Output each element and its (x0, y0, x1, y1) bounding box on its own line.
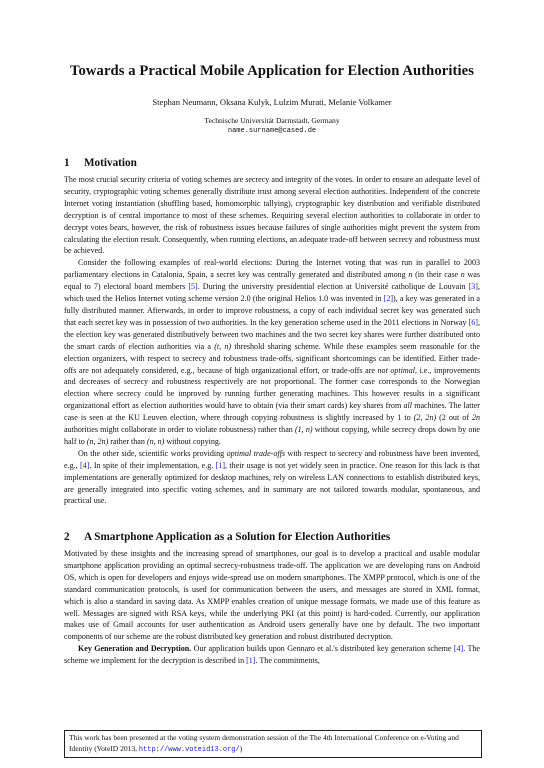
section-2-body (64, 548, 480, 667)
section-1-body (64, 174, 480, 507)
section-1-heading (64, 157, 137, 169)
citation-link[interactable]: [6] (468, 317, 478, 327)
math-term: (n, 2n) (86, 436, 109, 446)
section-2-heading (64, 531, 390, 543)
math-term: (2, 2n) (413, 413, 437, 423)
paragraph: The most crucial security criteria of voting schemes are secrecy and integrity of the votes. In order to ensure an adequate level of security, cryptographic voting schemes generally distribute trust among several election authorities. Independent of the concrete Internet voting instantiation (shuffling based, homomorphic tallying), cryptographic key distribution and verifiable distributed decryption is of central importance to most of these schemes. Requiring several election authorities to collaborate in order to decrypt votes bears, however, the risk of robustness issues because failures of single authorities might prevent the system from calculating the election result. Consequently, when running elections, an adequate trade-off between secrecy and robustness must be achieved. (64, 175, 480, 256)
paragraph: Key Generation and Decryption. Our application builds upon Gennaro et al.'s distributed key generation scheme [4]. The scheme we implement for the decryption is described in [1]. The commitments, (64, 644, 481, 666)
math-term: n (460, 270, 465, 280)
math-term: not optimal (377, 365, 415, 375)
section-title: A Smartphone Application as a Solution for Election Authorities (84, 531, 391, 543)
footnote-close: ) (239, 743, 243, 753)
section-number: 2 (64, 531, 70, 543)
footnote-text: This work has been presented at the voting system demonstration session of the The 4th International Conference on e-Voting and Identity (VoteID 2013, (69, 733, 459, 753)
math-term: all (403, 401, 412, 411)
paragraph: Motivated by these insights and the increasing spread of smartphones, our goal is to develop a practical and usable modular smartphone application providing an optimal secrecy-robustness trade-off. The application we are developing runs on Android OS, which is open for developers and enjoys wide-spread use on modern smartphones. The XMPP protocol, which is one of the standard communication protocols, is used for communication between the users, and messages are stored in XML format, which is also a standard in saving data. As XMPP enables creation of unique message formats, we made use of this feature as well. Messages are signed with RSA keys, while the underlying PKI (at this point) is hard-coded. Currently, our application makes use of Gmail accounts for user authentication as Android users generally have one by default. The two important components of our scheme are the robust distributed key generation and robust distributed decryption. (64, 549, 480, 642)
conference-link[interactable]: http://www.voteid13.org/ (138, 745, 240, 754)
math-term: (t, n) (214, 341, 232, 351)
paper-title: Towards a Practical Mobile Application for Election Authorities (70, 63, 474, 79)
citation-link[interactable]: [4] (80, 460, 90, 470)
affiliation: Technische Universität Darmstadt, Germany (204, 116, 340, 125)
citation-link[interactable]: [1] (215, 460, 226, 470)
citation-link[interactable]: [3] (468, 282, 478, 292)
affiliation-block (40, 115, 504, 137)
math-term: n (408, 270, 413, 280)
math-term: (1, n) (294, 425, 313, 435)
author-email: name.surname@cased.de (227, 127, 317, 135)
footnote-box (64, 730, 482, 758)
paragraph: Consider the following examples of real-world elections: During the Internet voting that was run in parallel to 2003 parliamentary elections in Catalonia, Spain, a secret key was centrally generated and distributed among n (in their case n was equal to 7) electoral board members [5]. During the university presidential election at Université catholique de Louvain [3], which used the Helios Internet voting scheme version 2.0 (the original Helios 1.0 was invented in [2]), a key was generated in a fully distributed manner. Afterwards, in order to improve robustness, a copy of each individual secret key was generated such that each secret key was in possession of two authorities. In the key generation scheme used in the 2011 elections in Norway [6], the election key was generated distributively between two machines and the two secret key shares were further distributed onto the smart cards of election authorities via a (t, n) threshold sharing scheme. While these examples seem reasonable for the election organizers, with respect to secrecy and robustness trade-offs, significant shortcomings can be identified. Either trade-offs are not adequately considered, e.g., because of high organizational effort, or trade-offs are not optimal, i.e., improvements and decreases of secrecy and robustness respectively are not proportional. The former case corresponds to the Norwegian election where secrecy could be improved by running further generating machines. This however results in a significant organizational effort as election authorities would have to obtain (via their smart cards) key shares from all machines. The latter case is seen at the KU Leuven election, where through copying robustness is slightly increased by 1 to (2, 2n) (2 out of 2n authorities might collaborate in order to violate robustness) rather than (1, n) without copying, while secrecy drops down by one half to (n, 2n) rather than (n, n) without copying. (64, 258, 481, 446)
citation-link[interactable]: [2] (383, 294, 394, 304)
math-term: (n, n) (146, 436, 165, 446)
math-term: 2n (471, 413, 480, 423)
run-in-heading: Key Generation and Decryption. (78, 644, 192, 654)
paragraph: On the other side, scientific works providing optimal trade-offs with respect to secrecy and robustness have been invented, e.g., [4]. In spite of their implementation, e.g. [1], their usage is not yet widely seen in practice. One reason for this lack is that implementations are generally optimized for desktop machines, rely on wireless LAN connections to establish distributed keys, are generally integrated into specific voting schemes, and in summary are not tailored towards modular, spontaneous, and practical use. (64, 448, 480, 506)
citation-link[interactable]: [1] (246, 656, 256, 666)
citation-link[interactable]: [4] (453, 644, 464, 654)
section-title: Motivation (84, 157, 137, 169)
math-term: optimal trade-offs (226, 448, 285, 458)
citation-link[interactable]: [5] (188, 282, 198, 292)
section-number: 1 (64, 157, 70, 169)
author-list: Stephan Neumann, Oksana Kulyk, Lulzim Murati, Melanie Volkamer (152, 97, 392, 107)
